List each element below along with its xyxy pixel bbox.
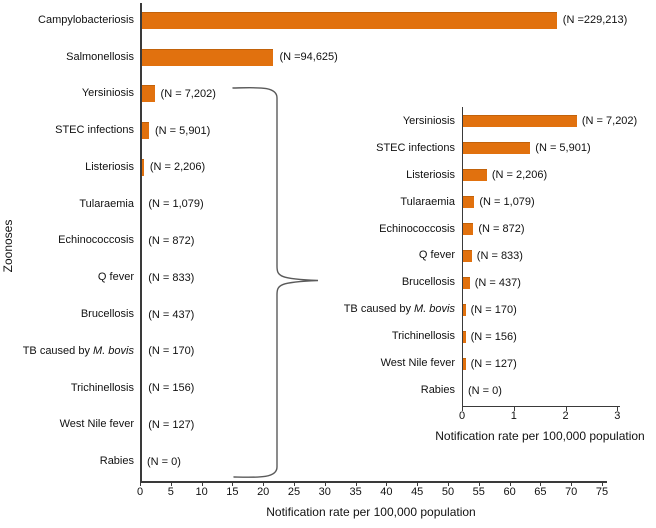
x-tick-label: 3 <box>614 410 621 422</box>
category-label: STEC infections <box>55 124 134 137</box>
main-x-axis-title: Notification rate per 100,000 population <box>266 505 476 519</box>
x-tick-label: 65 <box>534 486 547 498</box>
x-tick-label: 20 <box>257 486 270 498</box>
category-label: Echinococcosis <box>58 234 134 247</box>
category-label: West Nile fever <box>59 418 134 431</box>
inset-chart-rows <box>330 108 656 404</box>
inset-x-axis-title: Notification rate per 100,000 population <box>435 429 645 443</box>
category-label: TB caused by M. bovis <box>22 344 134 357</box>
bar <box>463 115 577 127</box>
n-count-label: (N = 2,206) <box>149 161 206 174</box>
x-tick-label: 50 <box>441 486 455 498</box>
x-tick-label: 10 <box>195 486 208 498</box>
chart-row <box>330 189 656 216</box>
category-label: Echinococcosis <box>379 222 455 235</box>
bar <box>463 142 530 154</box>
x-tick-label: 15 <box>226 486 239 498</box>
chart-row <box>0 443 656 480</box>
n-count-label: (N = 5,901) <box>155 124 211 137</box>
n-count-label: (N = 437) <box>148 308 195 321</box>
bar <box>463 169 487 181</box>
x-tick-label: 45 <box>411 486 424 498</box>
category-label: Listeriosis <box>85 160 134 173</box>
n-count-label: (N = 127) <box>470 357 517 370</box>
chart-row <box>330 216 656 243</box>
bar <box>141 122 149 139</box>
chart-row <box>330 108 656 135</box>
chart-row <box>330 323 656 350</box>
category-label: Q fever <box>97 271 134 284</box>
x-tick-label: 0 <box>136 486 144 498</box>
category-label: Q fever <box>418 249 455 262</box>
bar <box>141 12 557 29</box>
n-count-label: (N = 833) <box>476 249 523 262</box>
category-label: Rabies <box>99 455 134 468</box>
bar <box>463 358 466 370</box>
n-count-label: (N = 0) <box>147 455 181 468</box>
n-count-label: (N = 1,079) <box>148 198 204 211</box>
bar <box>463 277 470 289</box>
x-tick-label: 5 <box>167 486 174 498</box>
n-count-label: (N = 5,901) <box>535 142 591 155</box>
x-tick-label: 40 <box>380 486 393 498</box>
x-tick-label: 25 <box>287 486 301 498</box>
chart-row <box>0 39 656 76</box>
n-count-label: (N = 0) <box>468 384 502 397</box>
bar <box>141 49 273 66</box>
category-label: Brucellosis <box>80 308 134 321</box>
n-count-label: (N = 833) <box>148 271 195 284</box>
x-tick-label: 55 <box>472 486 485 498</box>
n-count-label: (N = 7,202) <box>581 115 638 128</box>
category-label: Yersiniosis <box>81 87 134 100</box>
n-count-label: (N = 1,079) <box>479 196 535 209</box>
category-label: Campylobacteriosis <box>38 13 134 26</box>
category-label: Tularaemia <box>400 195 455 208</box>
chart-row <box>330 296 656 323</box>
main-x-axis-line <box>140 481 607 483</box>
x-tick-label: 70 <box>565 486 578 498</box>
n-count-label: (N = 872) <box>148 234 195 247</box>
category-label: Tularaemia <box>79 197 134 210</box>
n-count-label: (N = 156) <box>470 330 517 343</box>
n-count-label: (N = 872) <box>478 223 525 236</box>
chart-row <box>330 350 656 377</box>
chart-row <box>0 2 656 39</box>
bar <box>463 304 466 316</box>
n-count-label: (N =229,213) <box>562 14 628 27</box>
main-y-axis-line <box>140 3 142 482</box>
n-count-label: (N = 437) <box>474 276 521 289</box>
n-count-label: (N = 170) <box>470 303 517 316</box>
x-tick-label: 0 <box>458 410 466 422</box>
category-label: TB caused by M. bovis <box>343 303 455 316</box>
category-label: Salmonellosis <box>66 50 134 63</box>
inset-y-axis-line <box>462 107 463 407</box>
bar <box>463 223 473 235</box>
category-label: STEC infections <box>376 141 455 154</box>
n-count-label: (N = 127) <box>148 418 195 431</box>
bar <box>141 85 155 102</box>
bar <box>463 250 472 262</box>
bar <box>463 331 466 343</box>
chart-row <box>330 243 656 270</box>
n-count-label: (N =94,625) <box>279 51 338 64</box>
x-tick-label: 35 <box>349 486 362 498</box>
x-tick-label: 2 <box>562 410 569 422</box>
x-tick-label: 60 <box>503 486 516 498</box>
category-label: Trichinellosis <box>70 381 134 394</box>
category-label: Trichinellosis <box>391 330 455 343</box>
chart-row <box>330 135 656 162</box>
category-label: Brucellosis <box>401 276 455 289</box>
x-tick-label: 75 <box>595 486 609 498</box>
inset-x-axis-line <box>462 406 620 407</box>
n-count-label: (N = 7,202) <box>160 87 216 100</box>
y-axis-title: Zoonoses <box>1 219 15 273</box>
chart-row <box>0 76 656 113</box>
n-count-label: (N = 156) <box>148 382 195 395</box>
x-tick-label: 1 <box>510 410 517 422</box>
n-count-label: (N = 170) <box>148 345 195 358</box>
category-label: West Nile fever <box>380 357 455 370</box>
x-tick-label: 30 <box>318 486 331 498</box>
category-label: Yersiniosis <box>402 114 455 127</box>
category-label: Listeriosis <box>406 168 455 181</box>
chart-row <box>330 162 656 189</box>
bar <box>463 196 474 208</box>
category-label: Rabies <box>420 384 455 397</box>
chart-row <box>330 269 656 296</box>
chart-row <box>330 377 656 404</box>
n-count-label: (N = 2,206) <box>491 169 548 182</box>
